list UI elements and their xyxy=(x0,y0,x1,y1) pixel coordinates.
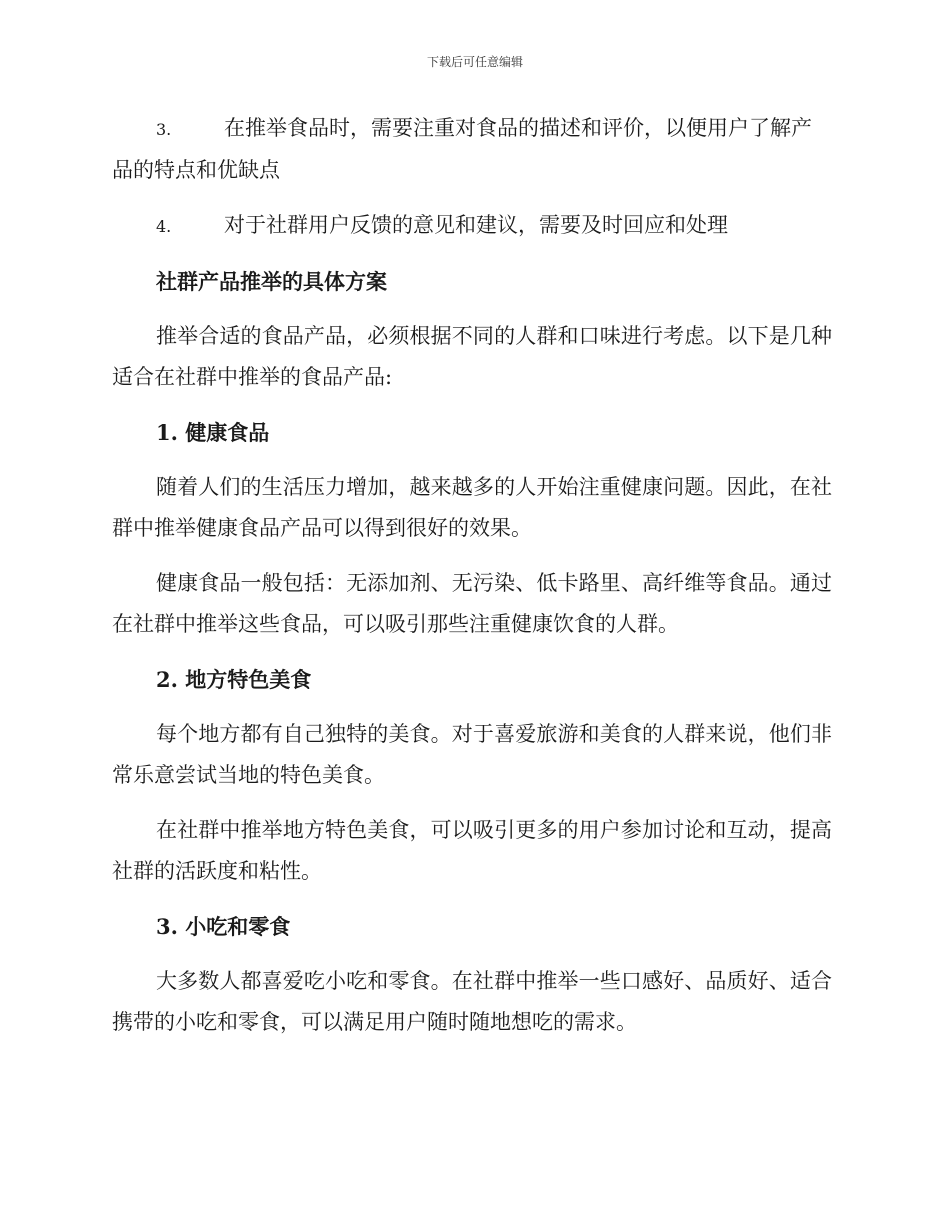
list-item-text: 对于社群用户反馈的意见和建议，需要及时回应和处理 xyxy=(224,213,728,237)
section-title: 社群产品推举的具体方案 xyxy=(156,269,387,294)
list-item-number: 4. xyxy=(156,217,172,236)
paragraph: 在社群中推举地方特色美食，可以吸引更多的用户参加讨论和互动，提高社群的活跃度和粘性。 xyxy=(112,818,832,883)
section-heading-snacks: 3. 小吃和零食 xyxy=(156,914,291,939)
list-item-text: 在推举食品时，需要注重对食品的描述和评价，以便用户了解产品的特点和优缺点 xyxy=(112,116,812,182)
intro-paragraph: 推举合适的食品产品，必须根据不同的人群和口味进行考虑。以下是几种适合在社群中推举的食品产品: xyxy=(112,324,832,389)
page-header: 下载后可任意编辑 xyxy=(426,55,523,69)
document-body xyxy=(112,108,832,1057)
list-item xyxy=(112,108,832,191)
paragraph: 每个地方都有自己独特的美食。对于喜爱旅游和美食的人群来说，他们非常乐意尝试当地的特色美食。 xyxy=(112,722,832,787)
section-heading-healthy-food: 1. 健康食品 xyxy=(156,420,270,445)
paragraph: 健康食品一般包括：无添加剂、无污染、低卡路里、高纤维等食品。通过在社群中推举这些食品，可以吸引那些注重健康饮食的人群。 xyxy=(112,571,832,636)
section-heading-local-specialty: 2. 地方特色美食 xyxy=(156,667,312,692)
paragraph: 大多数人都喜爱吃小吃和零食。在社群中推举一些口感好、品质好、适合携带的小吃和零食，可以满足用户随时随地想吃的需求。 xyxy=(112,969,832,1034)
list-item xyxy=(112,205,832,247)
list-item-number: 3. xyxy=(156,120,172,139)
paragraph: 随着人们的生活压力增加，越来越多的人开始注重健康问题。因此，在社群中推举健康食品产品可以得到很好的效果。 xyxy=(112,475,832,540)
